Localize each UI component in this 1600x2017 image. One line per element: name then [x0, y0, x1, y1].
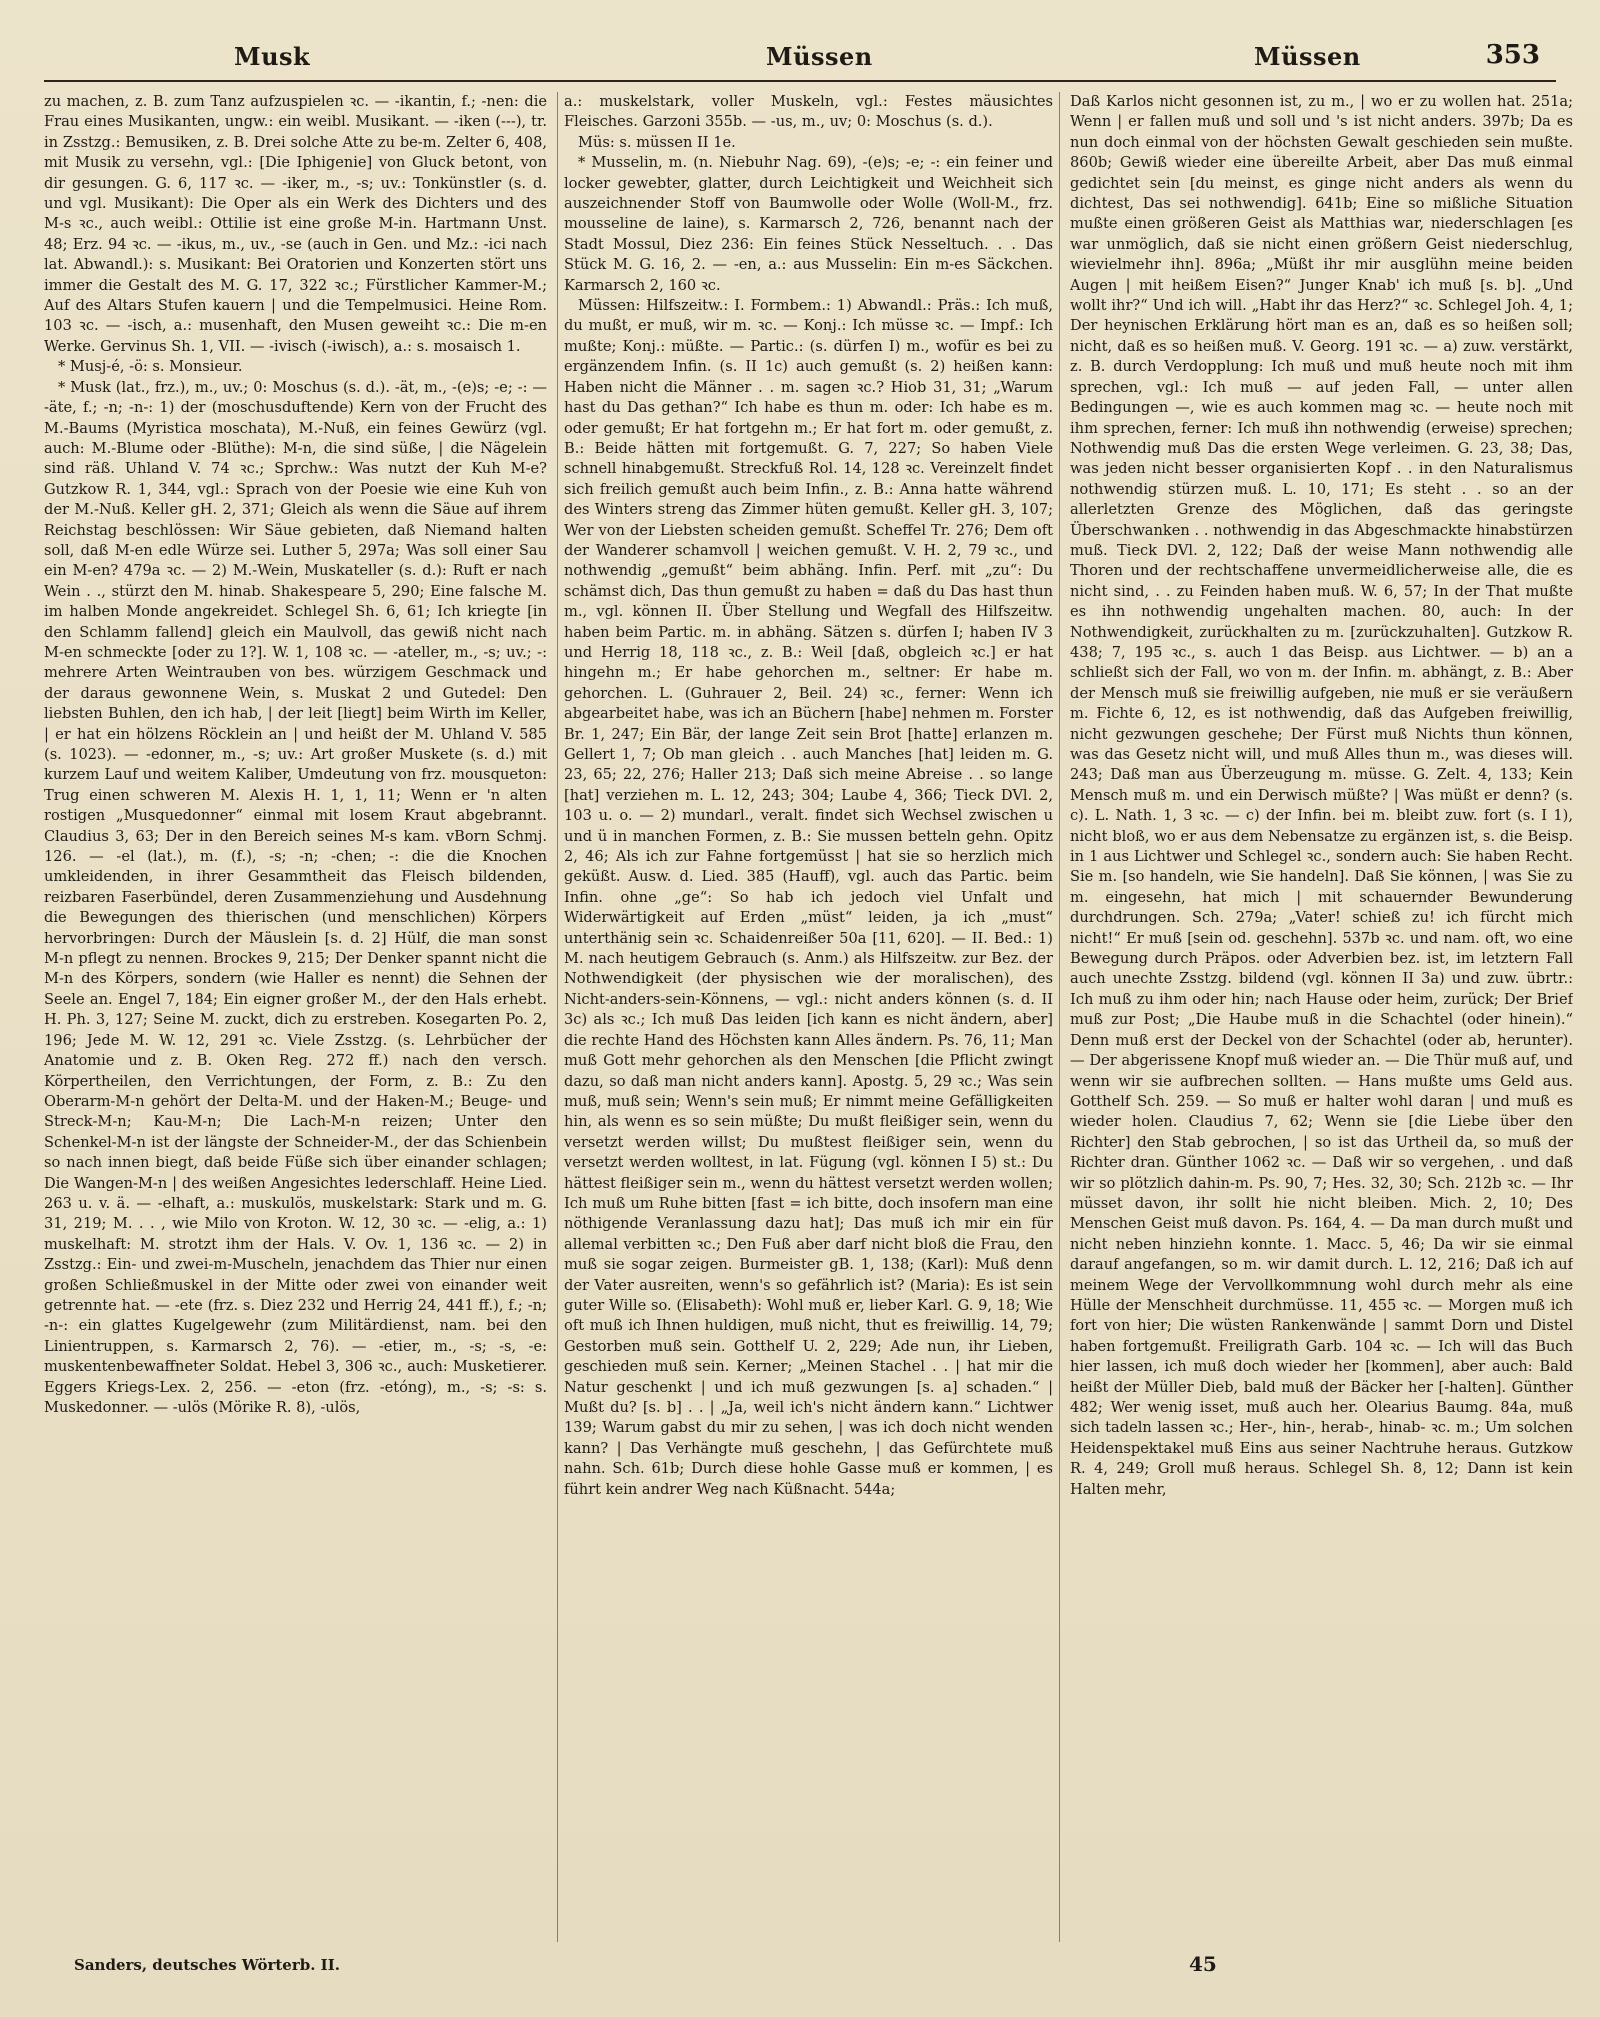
footer-source: Sanders, deutsches Wörterb. II. — [74, 1956, 340, 1974]
entry-paragraph: * Musj‑é, ‑ö: s. Monsieur. — [58, 358, 243, 376]
header-middle-word: Müssen — [766, 42, 873, 71]
entry-paragraph: Müs: s. müssen II 1e. — [578, 133, 736, 151]
header-left-word: Musk — [234, 42, 311, 71]
entry-paragraph: zu machen, z. B. zum Tanz aufzuspielen ꝛc. — ‑ikantin, f.; ‑nen: die Frau eines Musikanten, ungw.: ein weibl. Musikant. — ‑iken (‑‑‑), tr. in Zsstzg.: Bemusiken, z. B. Drei solche Atte zu be‑m. Zelter 6, 408, mit Musik zu versehn, vgl.: [Die Iphigenie] von Gluck betont, von dir gesungen. G. 6, 117 ꝛc. — ‑iker, m., ‑s; uv.: Tonkünstler (s. d. und vgl. Musikant): Die Oper als ein Werk des Dichters und des M‑s ꝛc., auch weibl.: Ottilie ist eine große M‑in. Hartmann Unst. 48; Erz. 94 ꝛc. — ‑ikus, m., uv., ‑se (auch in Gen. und Mz.: ‑ici nach lat. Abwandl.): s. Musikant: Bei Oratorien und Konzerten stört uns immer die Gestalt des M. G. 17, 322 ꝛc.; Fürstlicher Kammer‑M.; Auf des Altars Stufen kauern | und die Tempelmusici. Heine Rom. 103 ꝛc. — ‑isch, a.: musenhaft, den Musen geweiht ꝛc.: Die m‑en Werke. Gervinus Sh. 1, VII. — ‑ivisch (‑iwisch), a.: s. mosaisch 1. — [44, 93, 547, 355]
footer-sheet-number: 45 — [1189, 1952, 1217, 1976]
column-right — [1070, 92, 1573, 1942]
page-footer — [44, 1952, 1556, 1982]
running-header — [44, 38, 1556, 82]
column-left — [44, 92, 547, 1942]
entry-paragraph: Daß Karlos nicht gesonnen ist, zu m., | wo er zu wollen hat. 251a; Wenn | er fallen muß und soll und 's ist nicht anders. 397b; Da es nun doch einmal von der höchsten Gewalt geschieden sein mußte. 860b; Gewiß wieder eine übereilte Arbeit, aber Das muß einmal gedichtet sein [du meinst, es ginge nicht anders als wenn du dichtest, Das sei nothwendig]. 641b; Eine so mißliche Situation mußte einen größeren Geist als Matthias war, niederschlagen [es war unmöglich, daß sie nicht einen größern Geist niederschlug, wievielmehr ihn]. 896a; „Müßt ihr mir ausglühn meine beiden Augen | mit heißem Eisen?“ Junger Knab' ich muß [s. b]. „Und wollt ihr?“ Und ich will. „Habt ihr das Herz?“ ꝛc. Schlegel Joh. 4, 1; Der heynischen Erklärung hört man es an, daß es so heißen soll; nicht, daß es so heißen muß. V. Georg. 191 ꝛc. — a) zuw. verstärkt, z. B. durch Verdopplung: Ich muß und muß heute noch mit ihm sprechen, vgl.: Ich muß — auf jeden Fall, — unter allen Bedingungen —, wie es auch kommen mag ꝛc. — heute noch mit ihm sprechen, ferner: Ich muß ihn nothwendig (erweise) sprechen; Nothwendig muß Das die ersten Wege verleimen. G. 23, 38; Das, was jeden nicht besser organisierten Kopf . . in den Naturalismus nothwendig stürzen muß. L. 10, 171; Es steht . . so an der allerletzten Grenze des Möglichen, daß das geringste Überschwanken . . nothwendig in das Abgeschmackte hinabstürzen muß. Tieck DVl. 2, 122; Daß der weise Mann nothwendig alle Thoren und der rechtschaffene unvermeidlicherweise alle, die es nicht sind, . . zu Feinden haben muß. W. 6, 57; In der That mußte es ihn nothwendig ungehalten machen. 80, auch: In der Nothwendigkeit, zurückhalten zu m. [zurückzuhalten]. Gutzkow R. 438; 7, 195 ꝛc., s. auch 1 das Beisp. aus Lichtwer. — b) an a schließt sich der Fall, wo von m. der Infin. m. abhängt, z. B.: Aber der Mensch muß sie freiwillig aufgeben, nie muß er sie veräußern m. Fichte 6, 12, es ist nothwendig, daß das Aufgeben freiwillig, nicht gezwungen geschehe; Der Fürst muß Nichts thun können, was das Gesetz nicht will, und muß Alles thun m., was dieses will. 243; Daß man aus Überzeugung m. müsse. G. Zelt. 4, 133; Kein Mensch muß m. und ein Derwisch müßte? | Was müßt er denn? (s. c). L. Nath. 1, 3 ꝛc. — c) der Infin. bei m. bleibt zuw. fort (s. I 1), nicht bloß, wo er aus dem Nebensatze zu ergänzen ist, s. die Beisp. in 1 aus Lichtwer und Schlegel ꝛc., sondern auch: Sie haben Recht. Sie m. [so handeln, wie Sie handeln]. Daß Sie können, | was Sie zu m. eingesehn, hat mich | mit schauernder Bewunderung durchdrungen. Sch. 279a; „Vater! schieß zu! ich fürcht mich nicht!“ Er muß [sein od. geschehn]. 537b ꝛc. und nam. oft, wo eine Bewegung durch Präpos. oder Adverbien bez. ist, im letztern Fall auch unechte Zsstzg. bildend (vgl. können II 3a) und zuw. übrtr.: Ich muß zu ihm oder hin; nach Hause oder heim, zurück; Der Brief muß zur Post; „Die Haube muß in die Schachtel (oder hinein).“ Denn muß erst der Deckel von der Schachtel (oder ab, herunter). — Der abgerissene Knopf muß wieder an. — Die Thür muß auf, und wenn wir sie aufbrechen sollten. — Hans mußte ums Geld aus. Gotthelf Sch. 259. — So muß er halter wohl daran | und muß es wieder holen. Claudius 7, 62; Wenn sie [die Liebe über den Richter] den Stab gebrochen, | so ist das Urtheil da, so muß der Richter dran. Günther 1062 ꝛc. — Daß wir so vergehen, . und daß wir so plötzlich dahin‑m. Ps. 90, 7; Hes. 32, 30; Sch. 212b ꝛc. — Ihr müsset davon, ihr sollt hie nicht bleiben. Mich. 2, 10; Des Menschen Geist muß davon. Ps. 164, 4. — Da man durch mußt und nicht neben hinziehn konnte. 1. Macc. 5, 46; Da wir sie einmal darauf angefangen, so m. wir damit durch. L. 12, 216; Daß ich auf meinem Wege der Vervollkommnung wohl durch mehr als eine Hülle der Menschheit durchmüsse. 11, 455 ꝛc. — Morgen muß ich fort von hier; Die wüsten Rankenwände | sammt Dorn und Distel haben fortgemußt. Freiligrath Garb. 104 ꝛc. — Ich will das Buch hier lassen, ich muß doch wieder her [kommen], aber auch: Bald heißt der Müller Dieb, bald muß der Bäcker her [‑halten]. Günther 482; Wer wenig isset, muß auch her. Olearius Baumg. 84a, muß sich tadeln lassen ꝛc.; Her‑, hin‑, herab‑, hinab‑ ꝛc. m.; Um solchen Heidenspektakel muß Eins aus seiner Nachtruhe heraus. Gutzkow R. 4, 249; Groll muß heraus. Schlegel Sh. 8, 12; Dann ist kein Halten mehr, — [1070, 93, 1573, 1498]
text-columns — [40, 92, 1573, 1942]
entry-paragraph: * Musselin, m. (n. Niebuhr Nag. 69), ‑(e)s; ‑e; ‑: ein feiner und locker gewebter, glatter, durch Leichtigkeit und Weichheit sich auszeichnender Stoff von Baumwolle oder Wolle (Woll‑M., frz. mousseline de laine), s. Karmarsch 2, 726, benannt nach der Stadt Mossul, Diez 236: Ein feines Stück Nesseltuch. . . Das Stück M. G. 16, 2. — ‑en, a.: aus Musselin: Ein m‑es Säckchen. Karmarsch 2, 160 ꝛc. — [564, 154, 1053, 294]
entry-paragraph: Müssen: Hilfszeitw.: I. Formbem.: 1) Abwandl.: Präs.: Ich muß, du mußt, er muß, wir m. ꝛc. — Konj.: Ich müsse ꝛc. — Impf.: Ich mußte; Konj.: müßte. — Partic.: (s. dürfen I) m., wofür es bei zu ergänzendem Infin. (s. II 1c) auch gemußt (s. 2) heißen kann: Haben nicht die Männer . . m. sagen ꝛc.? Hiob 31, 31; „Warum hast du Das gethan?“ Ich habe es thun m. oder: Ich habe es m. oder gemußt; Er hat fortgehn m.; Er hat fort m. oder gemußt, z. B.: Beide hätten mit fortgemußt. G. 7, 227; So haben Viele schnell hinabgemußt. Streckfuß Rol. 14, 128 ꝛc. Vereinzelt findet sich freilich gemußt auch beim Infin., z. B.: Anna hatte während des Winters streng das Zimmer hüten gemußt. Keller gH. 3, 107; Wer von der Liebsten scheiden gemußt. Scheffel Tr. 276; Dem oft der Wanderer schamvoll | weichen gemußt. V. H. 2, 79 ꝛc., und nothwendig „gemußt“ beim abhäng. Infin. Perf. mit „zu“: Du schämst dich, Das thun gemußt zu haben = daß du Das hast thun m., vgl. können II. Über Stellung und Wegfall des Hilfszeitw. haben beim Partic. m. in abhäng. Sätzen s. dürfen I; haben IV 3 und Herrig 18, 118 ꝛc., z. B.: Weil [daß, obgleich ꝛc.] er hat hingehn m.; Er habe gehorchen m., seltner: Er habe m. gehorchen. L. (Guhrauer 2, Beil. 24) ꝛc., ferner: Wenn ich abgearbeitet habe, was ich an Büchern [habe] nehmen m. Forster Br. 1, 247; Ein Bär, der lange Zeit sein Brot [hatte] erlanzen m. Gellert 1, 7; Ob man gleich . . auch Manches [hat] leiden m. G. 23, 65; 22, 276; Haller 213; Daß sich meine Abreise . . so lange [hat] verziehen m. L. 12, 243; 304; Laube 4, 366; Tieck DVl. 2, 103 u. o. — 2) mundarl., veralt. findet sich Wechsel zwischen u und ü in manchen Formen, z. B.: Sie mussen betteln gehn. Opitz 2, 46; Als ich zur Fahne fortgemüsst | hat sie so herzlich mich geküßt. Ausw. d. Lied. 385 (Hauff), vgl. auch das Partic. beim Infin. ohne „ge“: So hab ich jedoch viel Unfalt und Widerwärtigkeit auf Erden „müst“ leiden, ja ich „must“ unterthänig sein ꝛc. Schaidenreißer 50a [11, 620]. — II. Bed.: 1) M. nach heutigem Gebrauch (s. Anm.) als Hilfszeitw. zur Bez. der Nothwendigkeit (der physischen wie der moralischen), des Nicht‑anders‑sein‑Könnens, — vgl.: nicht anders können (s. d. II 3c) als ꝛc.; Ich muß Das leiden [ich kann es nicht ändern, aber] die rechte Hand des Höchsten kann Alles ändern. Ps. 76, 11; Man muß Gott mehr gehorchen als den Menschen [die Pflicht zwingt dazu, so daß man nicht anders kann]. Apostg. 5, 29 ꝛc.; Was sein muß, muß sein; Wenn's sein muß; Er nimmt meine Gefälligkeiten hin, als wenn es so sein müßte; Du mußt fleißiger sein, wenn du versetzt werden willst; Du mußtest fleißiger sein, wenn du versetzt werden wolltest, in lat. Fügung (vgl. können I 5) st.: Du hättest fleißiger sein m., wenn du hättest versetzt werden wollen; Ich muß um Ruhe bitten [fast = ich bitte, doch insofern man eine nöthigende Veranlassung dazu hat]; Das muß ich mir ein für allemal verbitten ꝛc.; Den Fuß aber darf nicht bloß die Frau, den muß sie sogar zeigen. Burmeister gB. 1, 138; (Karl): Muß denn der Vater ausreiten, wenn's so gefährlich ist? (Maria): Es ist sein guter Wille so. (Elisabeth): Wohl muß er, lieber Karl. G. 9, 18; Wie oft muß ich Ihnen huldigen, muß nicht, thut es freiwillig. 14, 79; Gestorben muß sein. Gotthelf U. 2, 229; Ade nun, ihr Lieben, geschieden muß sein. Kerner; „Meinen Stachel . . | hat mir die Natur geschenkt | und ich muß gezwungen [s. a] schaden.“ | Mußt du? [s. b] . . | „Ja, weil ich's nicht ändern kann.“ Lichtwer 139; Warum gabst du mir zu sehen, | was ich doch nicht wenden kann? | Das Verhängte muß geschehn, | das Gefürchtete muß nahn. Sch. 61b; Durch diese hohle Gasse muß er kommen, | es führt kein andrer Weg nach Küßnacht. 544a; — [564, 297, 1053, 1498]
entry-paragraph: * Musk (lat., frz.), m., uv.; 0: Moschus (s. d.). ‑ät, m., ‑(e)s; ‑e; ‑: — ‑äte, f.; ‑n; ‑n‑: 1) der (moschusduftende) Kern von der Frucht des M.‑Baums (Myristica moschata), M.‑Nuß, ein feines Gewürz (vgl. auch: M.‑Blume oder ‑Blüthe): M‑n, die sind süße, | die Nägelein sind räß. Uhland V. 74 ꝛc.; Sprchw.: Was nutzt der Kuh M‑e? Gutzkow R. 1, 344, vgl.: Sprach von der Poesie wie eine Kuh von der M.‑Nuß. Keller gH. 2, 371; Gleich als wenn die Säue auf ihrem Reichstag beschlössen: Wir Säue gebieten, daß Niemand halten soll, daß M‑en edle Würze sei. Luther 5, 297a; Was soll einer Sau ein M‑en? 479a ꝛc. — 2) M.‑Wein, Muskateller (s. d.): Ruft er nach Wein . ., stürzt den M. hinab. Shakespeare 5, 290; Eine falsche M. im halben Monde angekreidet. Schlegel Sh. 6, 61; Ich kriegte [in den Schlamm fallend] gleich ein Maulvoll, das gewiß nicht nach M‑en schmeckte [oder zu 1?]. W. 1, 108 ꝛc. — ‑ateller, m., ‑s; uv.; ‑: mehrere Arten Weintrauben von bes. würzigem Geschmack und der daraus gewonnene Wein, s. Muskat 2 und Gutedel: Den liebsten Buhlen, den ich hab, | der leit [liegt] beim Wirth im Keller, | er hat ein hölzens Röcklein an | und heißt der M. Uhland V. 585 (s. 1023). — ‑edonner, m., ‑s; uv.: Art großer Muskete (s. d.) mit kurzem Lauf und weitem Kaliber, Umdeutung von frz. mousqueton: Trug einen schweren M. Alexis H. 1, 1, 11; Wenn er 'n alten rostigen „Musquedonner“ einmal mit losem Kraut abgebrannt. Claudius 3, 63; Der in den Bereich seines M‑s kam. vBorn Schmj. 126. — ‑el (lat.), m. (f.), ‑s; ‑n; ‑chen; ‑: die die Knochen umkleidenden, in ihrer Gesammtheit das Fleisch bildenden, reizbaren Faserbündel, deren Zusammenziehung und Ausdehnung die Bewegungen des thierischen (und menschlichen) Körpers hervorbringen: Durch der Mäuslein [s. d. 2] Hülf, die man sonst M‑n pflegt zu nennen. Brockes 9, 215; Der Denker spannt nicht die M‑n des Körpers, sondern (wie Haller es nennt) die Sehnen der Seele an. Engel 7, 184; Ein eigner großer M., der den Hals erhebt. H. Ph. 3, 127; Seine M. zuckt, dich zu erstreben. Kosegarten Po. 2, 196; Jede M. W. 12, 291 ꝛc. Viele Zsstzg. (s. Lehrbücher der Anatomie und z. B. Oken Reg. 272 ff.) nach den versch. Körpertheilen, den Verrichtungen, der Form, z. B.: Zu den Oberarm‑M‑n gehört der Delta‑M. und der Haken‑M.; Beuge‑ und Streck‑M‑n; Kau‑M‑n; Die Lach‑M‑n reizen; Unter den Schenkel‑M‑n ist der längste der Schneider‑M., der das Schienbein so nach innen biegt, daß beide Füße sich über einander schlagen; Die Wangen‑M‑n | des weißen Angesichtes lederschlaff. Heine Lied. 263 u. v. ä. — ‑elhaft, a.: muskulös, muskelstark: Stark und m. G. 31, 219; M. . . , wie Milo von Kroton. W. 12, 30 ꝛc. — ‑elig, a.: 1) muskelhaft: M. strotzt ihm der Hals. V. Ov. 1, 136 ꝛc. — 2) in Zsstzg.: Ein‑ und zwei‑m‑Muscheln, jenachdem das Thier nur einen großen Schließmuskel in der Mitte oder zwei von einander weit getrennte hat. — ‑ete (frz. s. Diez 232 und Herrig 24, 441 ff.), f.; ‑n; ‑n‑: ein glattes Kugelgewehr (zum Militärdienst, nam. bei den Linientruppen, s. Karmarsch 2, 76). — ‑etier, m., ‑s; ‑s, ‑e: muskentenbewaffneter Soldat. Hebel 3, 306 ꝛc., auch: Musketierer. Eggers Kriegs‑Lex. 2, 256. — ‑eton (frz. ‑etóng), m., ‑s; ‑s: s. Muskedonner. — ‑ulös (Mörike R. 8), ‑ulös, — [44, 378, 547, 1416]
entry-paragraph: a.: muskelstark, voller Muskeln, vgl.: Festes mäusichtes Fleisches. Garzoni 355b. — ‑us, m., uv; 0: Moschus (s. d.). — [564, 93, 1053, 131]
page-number: 353 — [1485, 40, 1540, 70]
column-middle — [557, 92, 1060, 1942]
header-right-word: Müssen — [1254, 42, 1361, 71]
